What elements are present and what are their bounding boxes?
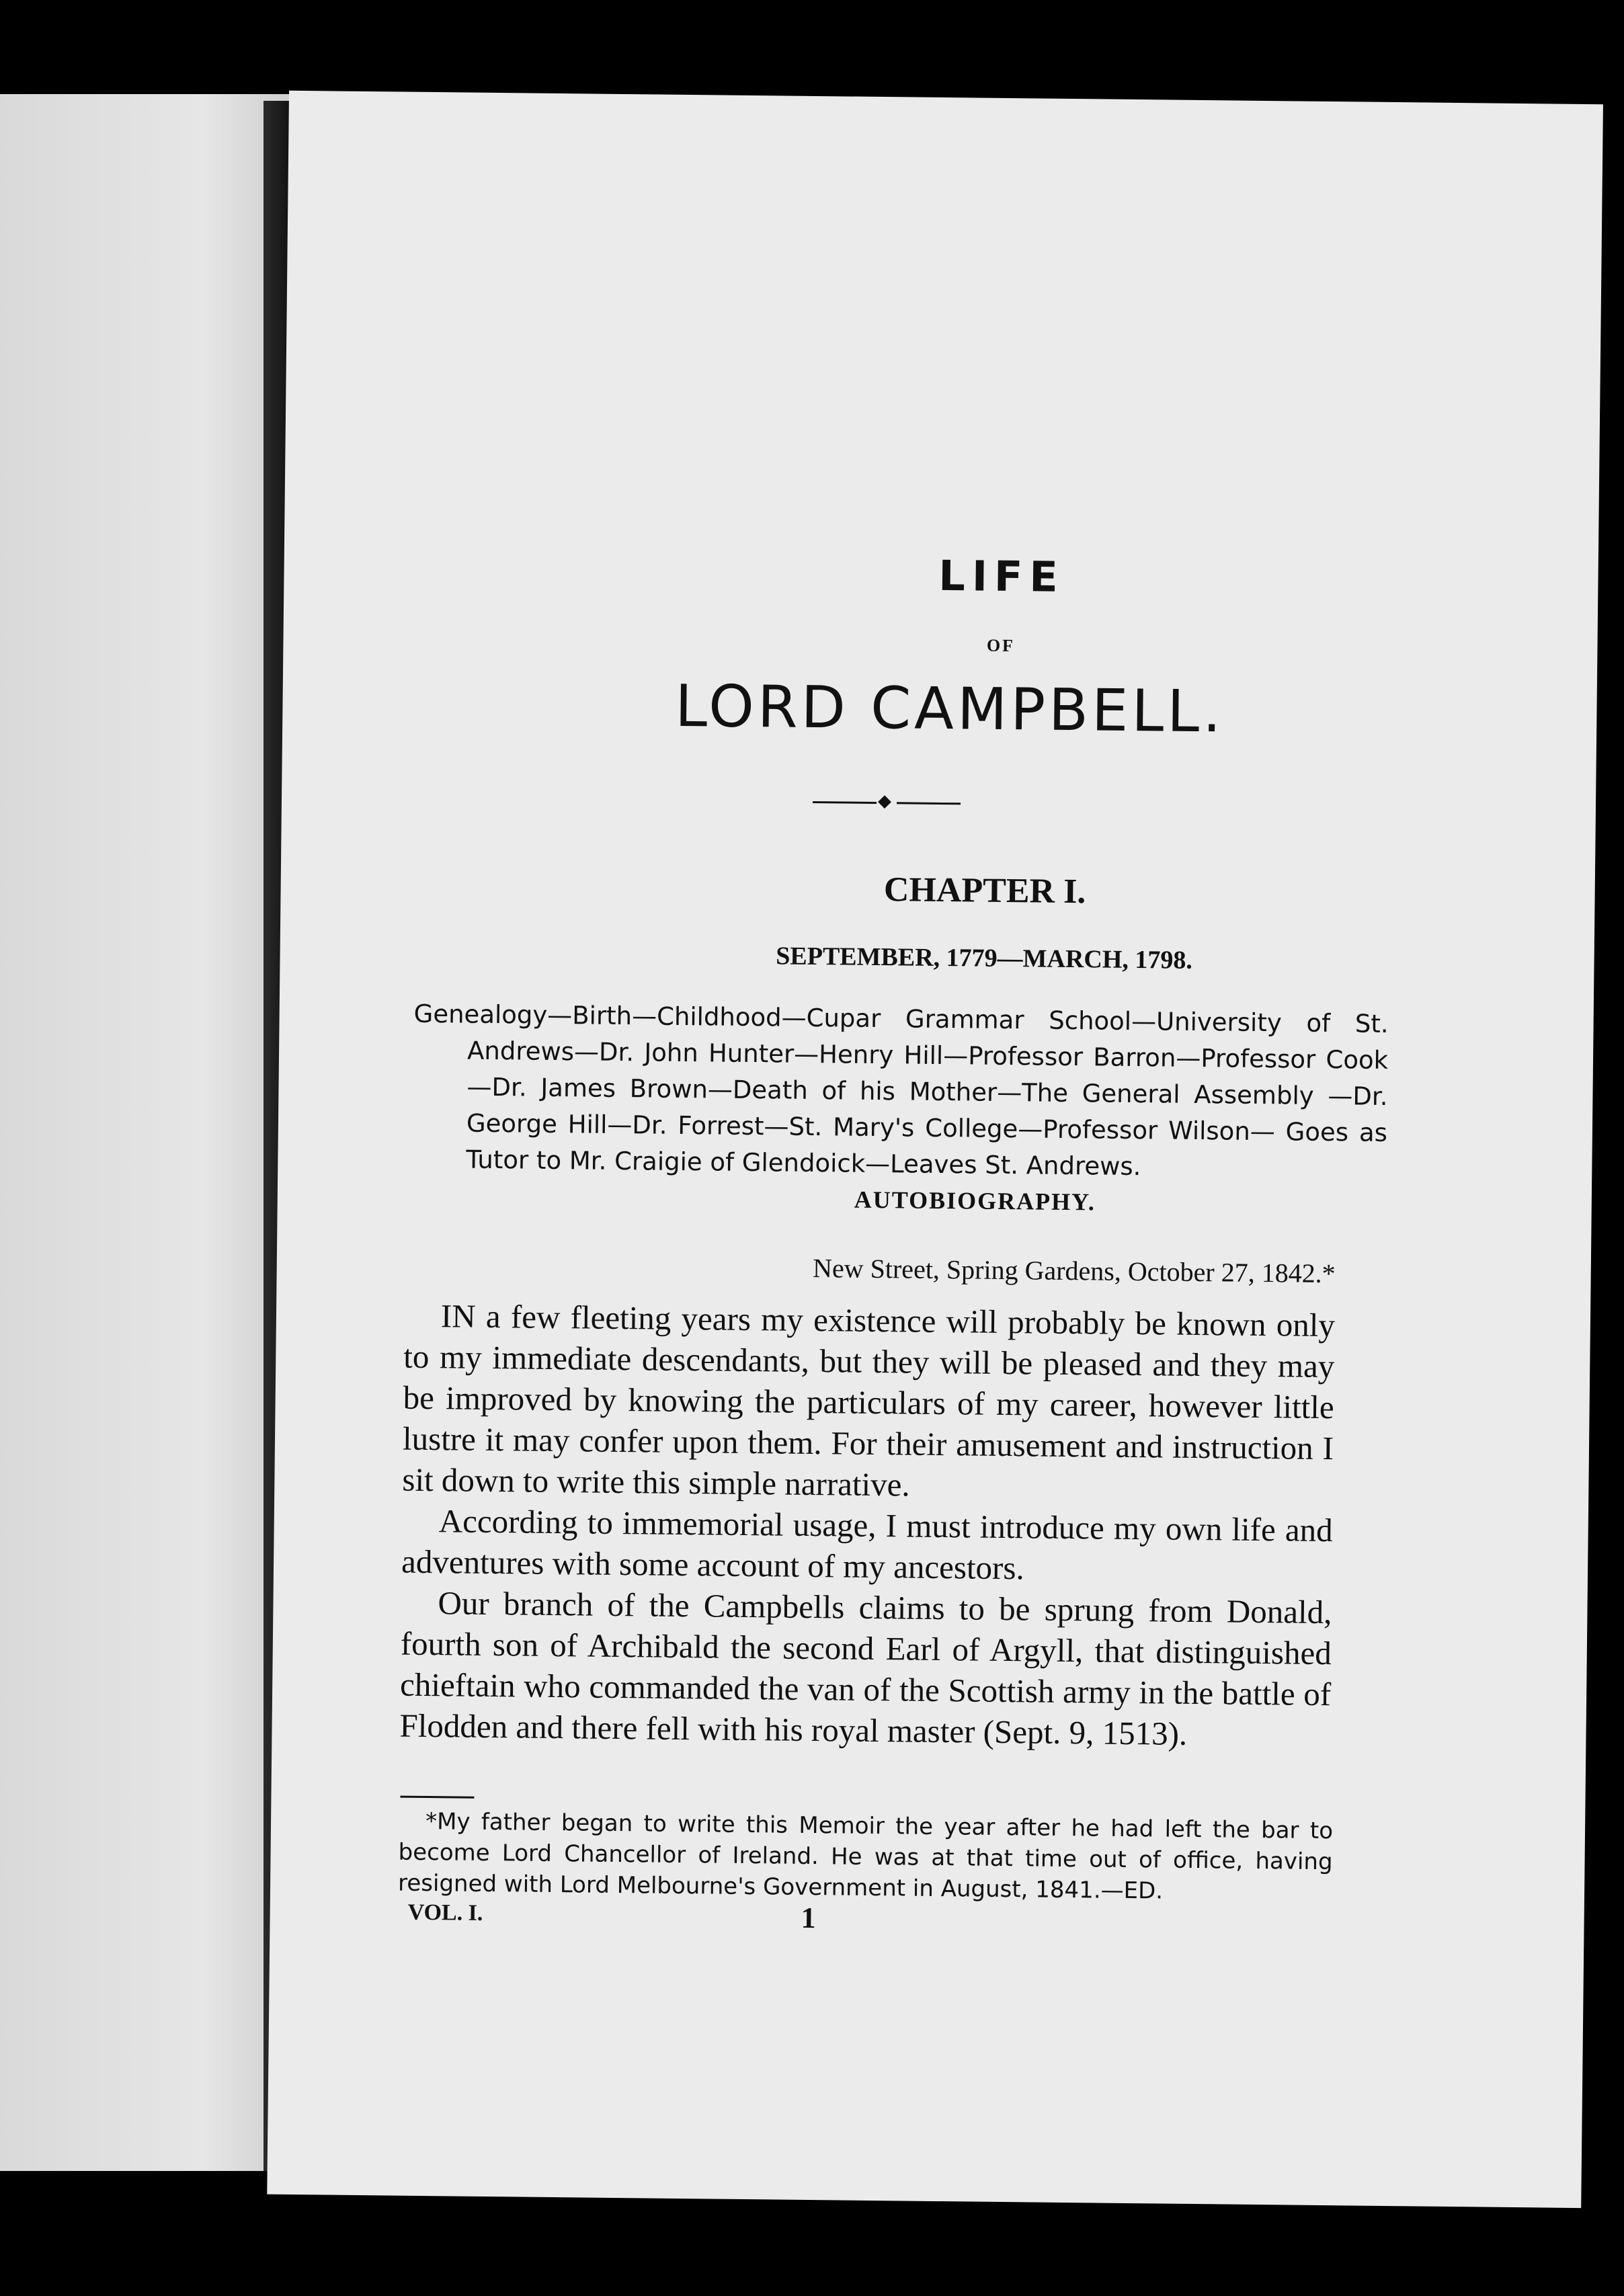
- title-of: OF: [986, 635, 1016, 656]
- title-life: LIFE: [938, 550, 1065, 602]
- footnote: [398, 1806, 1333, 1909]
- paragraph: IN a few fleeting years my existence will probably be known only to my immediate descendants, but they will be pleased and they may be improved by knowing the particulars of my career, however little lustre it may confer upon them. For their amusement and instruction I sit down to write this simple narrative.: [402, 1297, 1336, 1504]
- page-number: 1: [801, 1901, 816, 1935]
- dateline: New Street, Spring Gardens, October 27, 1842.*: [812, 1253, 1336, 1289]
- chapter-dates: SEPTEMBER, 1779—MARCH, 1798.: [776, 942, 1193, 975]
- diamond-icon: [878, 795, 891, 809]
- facing-page: [0, 94, 289, 2171]
- footnote-text: *My father began to write this Memoir the year after he had left the bar to become Lord Chancellor of Ireland. He was at that time out of office, having resigned with Lord Melbourne's Government in August, 1841.—ED.: [397, 1808, 1334, 1905]
- book-page: [267, 91, 1603, 2208]
- ornament-divider: [813, 795, 961, 810]
- footnote-rule: [400, 1796, 474, 1799]
- paragraph: Our branch of the Campbells claims to be sprung from Donald, fourth son of Archibald the second Earl of Argyll, that distinguished chieftain who commanded the van of the Scottish army in the battle of Flodden and there fell with his royal master (Sept. 9, 1513).: [399, 1584, 1332, 1752]
- body-text: [399, 1295, 1335, 1756]
- paragraph: According to immemorial usage, I must introduce my own life and adventures with some account of my ancestors.: [401, 1502, 1333, 1587]
- chapter-heading: CHAPTER I.: [883, 870, 1086, 911]
- title-name: LORD CAMPBELL.: [674, 672, 1225, 746]
- volume-label: VOL. I.: [407, 1899, 483, 1926]
- chapter-synopsis: Genealogy—Birth—Childhood—Cupar Grammar School—University of St. Andrews—Dr. John Hunter—Henry Hill—Professor Barron—Professor Cook—Dr. James Brown—Death of his Mother—The General Assembly —Dr. George Hill—Dr. Forrest—St. Mary's College—Professor Wilson— Goes as Tutor to Mr. Craigie of Glendoick—Leaves St. Andrews.: [413, 999, 1389, 1182]
- section-heading: AUTOBIOGRAPHY.: [854, 1186, 1096, 1216]
